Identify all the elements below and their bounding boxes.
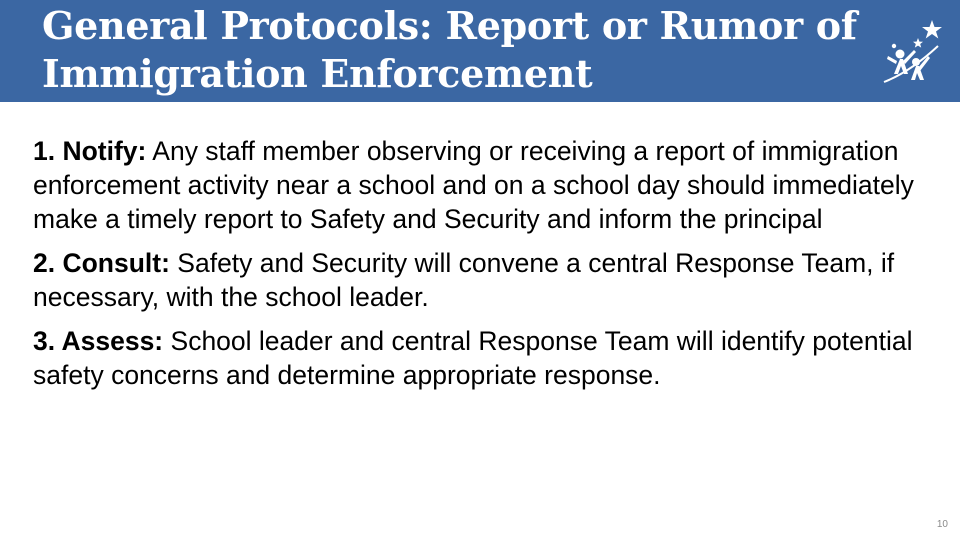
page-number: 10 — [936, 519, 948, 530]
protocol-text: School leader and central Response Team will identify potential safety concerns and determine appropriate response. — [33, 326, 913, 390]
title-banner — [0, 0, 960, 102]
star-figures-logo-icon — [880, 16, 946, 86]
protocol-text: Any staff member observing or receiving a report of immigration enforcement activity near a school and on a school day should immediately make a timely report to Safety and Security and inform the principal — [33, 136, 914, 234]
protocol-lead: 3. Assess: — [33, 326, 164, 356]
protocol-list — [33, 134, 933, 402]
slide-title: General Protocols: Report or Rumor of Immigration Enforcement — [42, 3, 857, 96]
protocol-lead: 1. Notify: — [33, 136, 147, 166]
protocol-item-consult — [33, 246, 933, 314]
protocol-item-assess — [33, 324, 933, 392]
protocol-lead: 2. Consult: — [33, 248, 170, 278]
protocol-item-notify — [33, 134, 933, 236]
protocol-text: Safety and Security will convene a central Response Team, if necessary, with the school leader. — [33, 248, 895, 312]
